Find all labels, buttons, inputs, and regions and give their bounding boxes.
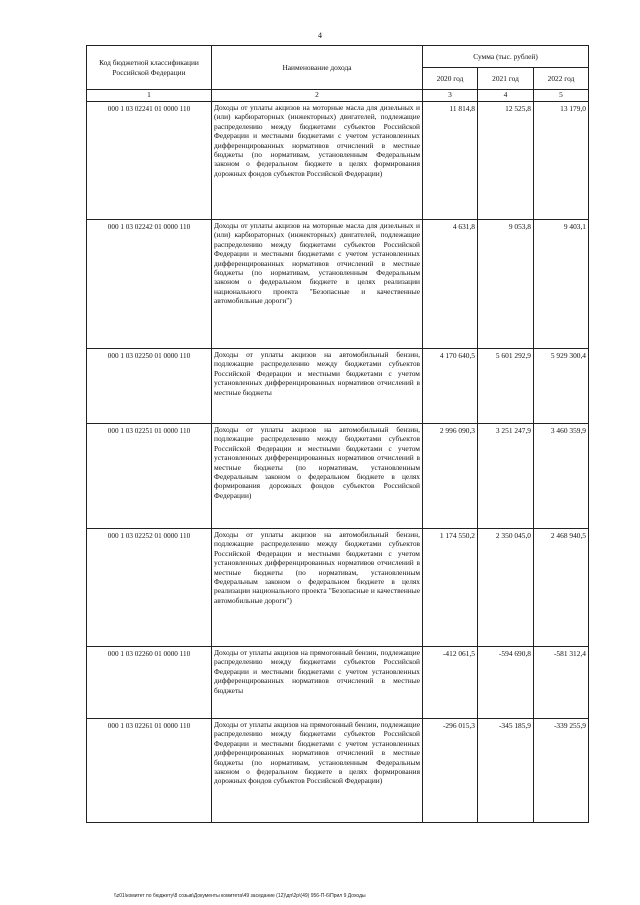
col-number: 1	[87, 90, 212, 102]
budget-code: 000 1 03 02252 01 0000 110	[87, 529, 212, 647]
table-row	[87, 424, 589, 529]
revenue-name: Доходы от уплаты акцизов на автомобильный бензин, подлежащие распределению между бюджетами субъектов Российской Федерации и местными бюджетами с учетом установленных дифференцированных нормативов отчислений в местные бюджеты (по нормативам, установленным Федеральным законом о федеральном бюджете в целях реализации национального проекта "Безопасные и качественные автомобильные дороги")	[212, 529, 423, 647]
revenue-name: Доходы от уплаты акцизов на автомобильный бензин, подлежащие распределению между бюджетами субъектов Российской Федерации и местными бюджетами с учетом установленных дифференцированных нормативов отчислений в местные бюджеты	[212, 349, 423, 424]
value-2022: 3 460 359,9	[534, 424, 589, 529]
revenue-name: Доходы от уплаты акцизов на автомобильный бензин, подлежащие распределению между бюджетами субъектов Российской Федерации и местными бюджетами с учетом установленных дифференцированных нормативов отчислений в местные бюджеты (по нормативам, установленным Федеральным законом о федеральном бюджете в целях формирования дорожных фондов субъектов Российской Федерации)	[212, 424, 423, 529]
value-2022: -339 255,9	[534, 719, 589, 823]
revenue-table	[86, 45, 589, 823]
revenue-name: Доходы от уплаты акцизов на прямогонный бензин, подлежащие распределению между бюджетами субъектов Российской Федерации и местными бюджетами с учетом установленных дифференцированных нормативов отчислений в местные бюджеты	[212, 647, 423, 719]
table-row	[87, 220, 589, 349]
value-2021: 2 350 045,0	[478, 529, 534, 647]
value-2022: 9 403,1	[534, 220, 589, 349]
revenue-name: Доходы от уплаты акцизов на моторные масла для дизельных и (или) карбюраторных (инжекторных) двигателей, подлежащие распределению между бюджетами субъектов Российской Федерации и местными бюджетами с учетом установленных дифференцированных нормативов отчислений в местные бюджеты (по нормативам, установленным Федеральным законом о федеральном бюджете в целях реализации национального проекта "Безопасные и качественные автомобильные дороги")	[212, 220, 423, 349]
value-2020: 4 631,8	[423, 220, 478, 349]
value-2020: 11 814,8	[423, 102, 478, 220]
header-name: Наименование дохода	[212, 46, 423, 90]
value-2021: 5 601 292,9	[478, 349, 534, 424]
col-number: 3	[423, 90, 478, 102]
budget-code: 000 1 03 02261 01 0000 110	[87, 719, 212, 823]
header-year-2020: 2020 год	[423, 68, 478, 90]
table-row	[87, 349, 589, 424]
table-row	[87, 102, 589, 220]
revenue-name: Доходы от уплаты акцизов на прямогонный бензин, подлежащие распределению между бюджетами субъектов Российской Федерации и местными бюджетами с учетом установленных дифференцированных нормативов отчислений в местные бюджеты (по нормативам, установленным Федеральным законом о федеральном бюджете в целях формирования дорожных фондов субъектов Российской Федерации)	[212, 719, 423, 823]
table-row	[87, 647, 589, 719]
value-2020: -412 061,5	[423, 647, 478, 719]
budget-code: 000 1 03 02241 01 0000 110	[87, 102, 212, 220]
value-2022: 13 179,0	[534, 102, 589, 220]
col-number: 5	[534, 90, 589, 102]
budget-code: 000 1 03 02242 01 0000 110	[87, 220, 212, 349]
budget-code: 000 1 03 02260 01 0000 110	[87, 647, 212, 719]
header-code: Код бюджетной классификации Российской Федерации	[87, 46, 212, 90]
table-row	[87, 529, 589, 647]
page-number: 4	[318, 31, 322, 40]
col-number: 4	[478, 90, 534, 102]
value-2022: -581 312,4	[534, 647, 589, 719]
header-year-2022: 2022 год	[534, 68, 589, 90]
value-2020: 4 170 640,5	[423, 349, 478, 424]
budget-code: 000 1 03 02251 01 0000 110	[87, 424, 212, 529]
table-row	[87, 719, 589, 823]
col-number: 2	[212, 90, 423, 102]
value-2022: 5 929 300,4	[534, 349, 589, 424]
value-2020: -296 015,3	[423, 719, 478, 823]
header-sum: Сумма (тыс. рублей)	[423, 46, 589, 68]
value-2021: 3 251 247,9	[478, 424, 534, 529]
value-2022: 2 468 940,5	[534, 529, 589, 647]
value-2020: 1 174 550,2	[423, 529, 478, 647]
footer-file-path: \\z01\комитет по бюджету\8 созыв\Документы комитета\49 заседание (12)\дп\2р\(49) 956-П-6\Прил 9 Доходы	[114, 893, 366, 899]
value-2021: 12 525,8	[478, 102, 534, 220]
value-2020: 2 996 090,3	[423, 424, 478, 529]
value-2021: -594 690,8	[478, 647, 534, 719]
budget-code: 000 1 03 02250 01 0000 110	[87, 349, 212, 424]
revenue-name: Доходы от уплаты акцизов на моторные масла для дизельных и (или) карбюраторных (инжекторных) двигателей, подлежащие распределению между бюджетами субъектов Российской Федерации и местными бюджетами с учетом установленных дифференцированных нормативов отчислений в местные бюджеты (по нормативам, установленным Федеральным законом о федеральном бюджете в целях формирования дорожных фондов субъектов Российской Федерации)	[212, 102, 423, 220]
header-year-2021: 2021 год	[478, 68, 534, 90]
value-2021: 9 053,8	[478, 220, 534, 349]
value-2021: -345 185,9	[478, 719, 534, 823]
